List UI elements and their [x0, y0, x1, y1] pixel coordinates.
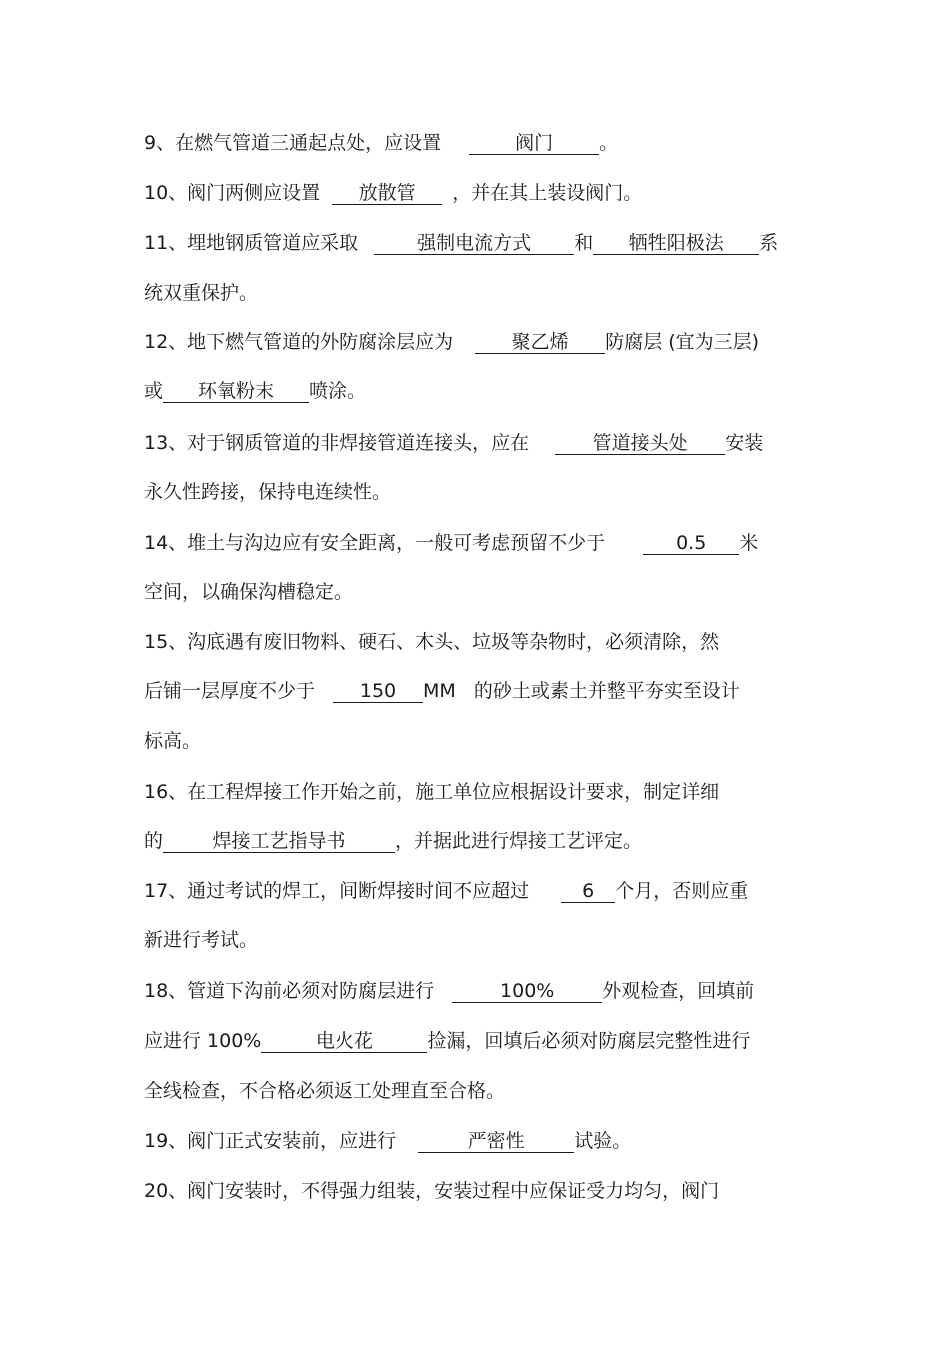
question-15-continued [144, 726, 810, 756]
question-text: 10、阀门两侧应设置 [144, 182, 321, 204]
question-16 [144, 777, 810, 807]
answer-blank: 100% [452, 980, 602, 1003]
answer-blank: 聚乙烯 [475, 331, 605, 354]
question-14 [144, 528, 810, 558]
question-12 [144, 327, 810, 357]
question-text: 20、阀门安装时，不得强力组装，安装过程中应保证受力均匀，阀门 [144, 1180, 720, 1202]
question-text: 9、在燃气管道三通起点处，应设置 [144, 132, 442, 154]
question-text: 15、沟底遇有废旧物料、硬石、木头、垃圾等杂物时，必须清除，然 [144, 631, 720, 653]
question-15 [144, 627, 810, 657]
question-text: 和 [574, 232, 594, 254]
answer-blank: 150 [333, 680, 423, 703]
question-text: 捡漏，回填后必须对防腐层完整性进行 [427, 1030, 751, 1052]
question-text: 11、埋地钢质管道应采取 [144, 232, 359, 254]
question-text: 喷涂。 [309, 380, 367, 402]
question-text: 试验。 [574, 1130, 632, 1152]
answer-blank: 牺牲阳极法 [593, 232, 759, 255]
question-text: 标高。 [144, 730, 202, 752]
question-text: 应进行 100% [144, 1030, 262, 1052]
question-text: 13、对于钢质管道的非焊接管道连接头，应在 [144, 432, 530, 454]
question-text: 后铺一层厚度不少于 [144, 680, 316, 702]
question-text: 18、管道下沟前必须对防腐层进行 [144, 980, 435, 1002]
answer-blank: 放散管 [332, 182, 442, 205]
question-18-continued [144, 1026, 810, 1056]
question-18 [144, 976, 810, 1006]
question-text: 全线检查，不合格必须返工处理直至合格。 [144, 1080, 506, 1102]
question-text: 14、堆土与沟边应有安全距离，一般可考虑预留不少于 [144, 532, 606, 554]
question-text: 17、通过考试的焊工，间断焊接时间不应超过 [144, 880, 530, 902]
question-11-continued [144, 278, 810, 308]
question-19 [144, 1126, 810, 1156]
question-text: ，并据此进行焊接工艺评定。 [395, 830, 643, 852]
question-text: 个月，否则应重 [615, 880, 749, 902]
question-15-continued [144, 676, 810, 706]
question-text: 或 [144, 380, 164, 402]
question-13 [144, 428, 810, 458]
question-text: 的 [144, 830, 164, 852]
question-18-continued [144, 1076, 810, 1106]
answer-blank: 电火花 [261, 1030, 427, 1053]
question-text: 空间，以确保沟槽稳定。 [144, 581, 354, 603]
question-14-continued [144, 577, 810, 607]
question-text: 新进行考试。 [144, 929, 259, 951]
question-17 [144, 876, 810, 906]
question-text: ，并在其上装设阀门。 [452, 182, 643, 204]
question-text: 。 [599, 132, 619, 154]
question-text: 防腐层 (宜为三层) [605, 331, 760, 353]
question-text: 永久性跨接，保持电连续性。 [144, 481, 392, 503]
question-11 [144, 228, 810, 258]
question-text: 16、在工程焊接工作开始之前，施工单位应根据设计要求，制定详细 [144, 781, 720, 803]
question-20 [144, 1176, 810, 1206]
answer-blank: 0.5 [643, 532, 739, 555]
question-text: 安装 [725, 432, 764, 454]
question-text: 的砂土或素土并整平夯实至设计 [473, 680, 740, 702]
question-text: 外观检查，回填前 [602, 980, 755, 1002]
question-text: 系 [759, 232, 779, 254]
unit-text: MM [423, 680, 456, 702]
answer-blank: 焊接工艺指导书 [163, 830, 395, 853]
answer-blank: 阀门 [469, 132, 599, 155]
question-10 [144, 178, 810, 208]
answer-blank: 6 [561, 880, 615, 903]
question-9 [144, 128, 810, 158]
question-text: 米 [739, 532, 759, 554]
question-16-continued [144, 826, 810, 856]
question-text: 12、地下燃气管道的外防腐涂层应为 [144, 331, 454, 353]
question-17-continued [144, 925, 810, 955]
answer-blank: 管道接头处 [555, 432, 725, 455]
question-text: 19、阀门正式安装前，应进行 [144, 1130, 397, 1152]
answer-blank: 强制电流方式 [374, 232, 574, 255]
question-text: 统双重保护。 [144, 282, 259, 304]
answer-blank: 环氧粉末 [163, 380, 309, 403]
answer-blank: 严密性 [418, 1130, 574, 1153]
question-12-continued [144, 376, 810, 406]
question-13-continued [144, 477, 810, 507]
